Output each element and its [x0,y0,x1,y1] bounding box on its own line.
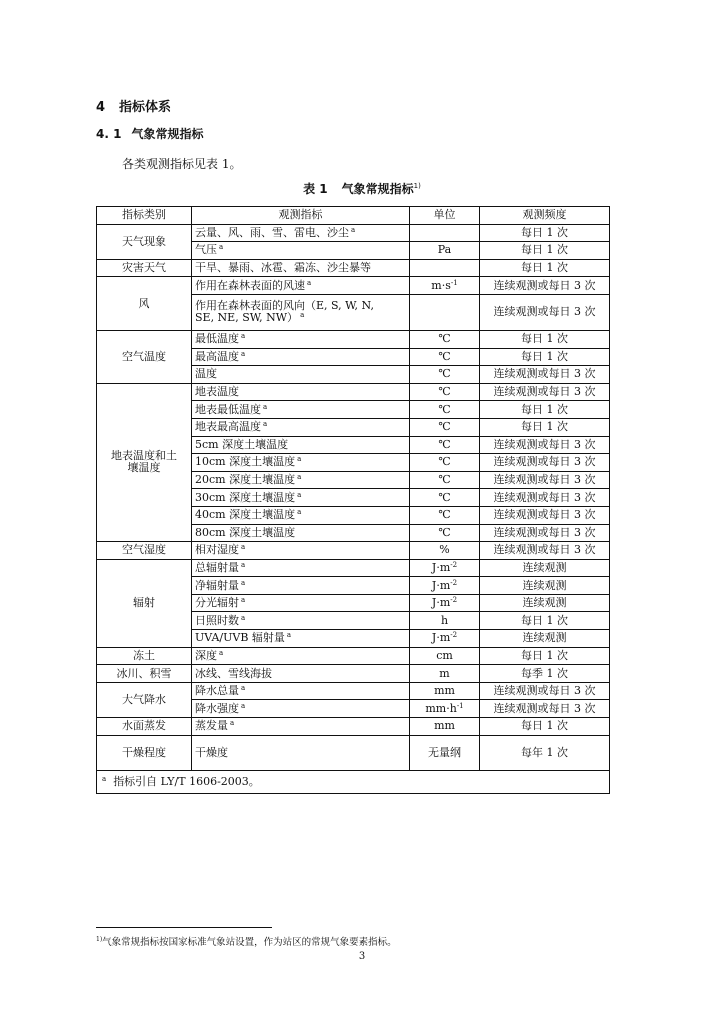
unit-cell: 无量纲 [410,735,480,770]
table-note-row [97,770,610,793]
category-cell: 风 [97,277,192,331]
frequency-cell: 连续观测或每日 3 次 [480,454,610,472]
indicator-cell: 干旱、暴雨、冰雹、霜冻、沙尘暴等 [192,259,410,277]
frequency-cell: 每日 1 次 [480,418,610,436]
frequency-cell: 每日 1 次 [480,348,610,366]
frequency-cell: 连续观测或每日 3 次 [480,700,610,718]
frequency-cell: 连续观测或每日 3 次 [480,524,610,542]
table-caption-title: 气象常规指标 [341,182,414,196]
frequency-cell: 每日 1 次 [480,647,610,665]
category-cell: 天气现象 [97,224,192,259]
unit-cell: $m\cdot s^{-1}$ [410,277,480,295]
category-cell: 干燥程度 [97,735,192,770]
table-row [97,542,610,560]
intro-paragraph: 各类观测指标见表 1。 [122,157,242,171]
footnote-text: 气象常规指标按国家标准气象站设置，作为站区的常规气象要素指标。 [102,937,397,948]
unit-cell: ℃ [410,330,480,348]
indicator-cell: 地表温度 [192,383,410,401]
page-number: 3 [358,951,366,962]
subsection-title: 气象常规指标 [131,127,204,141]
frequency-cell: 连续观测或每日 3 次 [480,383,610,401]
unit-cell: ℃ [410,436,480,454]
unit-cell: ℃ [410,418,480,436]
indicator-cell: 5cm 深度土壤温度 [192,436,410,454]
table-row [97,383,610,401]
indicator-cell: 降水总量 $^a$ [192,682,410,700]
table-caption-label: 表 1 [303,182,328,196]
table-row [97,647,610,665]
unit-cell: $mm\cdot h^{-1}$ [410,700,480,718]
unit-cell: ℃ [410,524,480,542]
category-cell: 辐射 [97,559,192,647]
unit-cell: mm [410,682,480,700]
unit-cell: $J\cdot m^{-2}$ [410,559,480,577]
section-title: 指标体系 [119,100,172,115]
header-frequency: 观测频度 [480,207,610,225]
unit-cell: mm [410,718,480,736]
indicator-cell: 80cm 深度土壤温度 [192,524,410,542]
category-cell: 灾害天气 [97,259,192,277]
footnote [96,934,397,948]
section-number: 4 [96,100,106,115]
indicator-cell: 40cm 深度土壤温度 $^a$ [192,506,410,524]
unit-cell: $J\cdot m^{-2}$ [410,594,480,612]
unit-cell: Pa [410,242,480,260]
indicator-cell: 气压 $^a$ [192,242,410,260]
indicator-table [96,206,610,794]
unit-cell: ℃ [410,454,480,472]
subsection-heading [96,125,203,142]
frequency-cell: 连续观测 [480,559,610,577]
header-unit: 单位 [410,207,480,225]
frequency-cell: 连续观测或每日 3 次 [480,294,610,330]
table-row [97,277,610,295]
footnote-separator [96,927,272,928]
frequency-cell: 连续观测或每日 3 次 [480,489,610,507]
unit-cell: ℃ [410,383,480,401]
unit-cell: ℃ [410,489,480,507]
unit-cell: m [410,665,480,683]
table-row [97,224,610,242]
frequency-cell: 每日 1 次 [480,259,610,277]
category-cell: 冰川、积雪 [97,665,192,683]
frequency-cell: 每日 1 次 [480,401,610,419]
unit-cell [410,259,480,277]
table-row [97,718,610,736]
unit-cell: h [410,612,480,630]
table-note: $^a$ 指标引自 LY/T 1606-2003。 [97,770,610,793]
category-cell: 地表温度和土 壤温度 [97,383,192,541]
indicator-cell: 地表最高温度 $^a$ [192,418,410,436]
unit-cell: ℃ [410,348,480,366]
frequency-cell: 连续观测或每日 3 次 [480,436,610,454]
category-cell: 水面蒸发 [97,718,192,736]
indicator-cell: 温度 [192,366,410,384]
frequency-cell: 连续观测或每日 3 次 [480,277,610,295]
frequency-cell: 每日 1 次 [480,612,610,630]
footnote-ref: 1) [96,935,103,943]
indicator-cell: 深度 $^a$ [192,647,410,665]
unit-cell [410,224,480,242]
indicator-cell: 最低温度 $^a$ [192,330,410,348]
unit-cell [410,294,480,330]
indicator-cell: 干燥度 [192,735,410,770]
section-heading [96,96,171,115]
category-cell: 空气温度 [97,330,192,383]
frequency-cell: 每年 1 次 [480,735,610,770]
indicator-cell: 云量、风、雨、雪、雷电、沙尘 $^a$ [192,224,410,242]
frequency-cell: 连续观测或每日 3 次 [480,366,610,384]
unit-cell: cm [410,647,480,665]
frequency-cell: 连续观测或每日 3 次 [480,682,610,700]
table-header-row [97,207,610,225]
header-category: 指标类别 [97,207,192,225]
indicator-cell: 降水强度 $^a$ [192,700,410,718]
indicator-cell: UVA/UVB 辐射量 $^a$ [192,630,410,648]
indicator-cell: 作用在森林表面的风速 $^a$ [192,277,410,295]
indicator-cell: 30cm 深度土壤温度 $^a$ [192,489,410,507]
frequency-cell: 连续观测 [480,577,610,595]
category-cell: 冻土 [97,647,192,665]
frequency-cell: 每日 1 次 [480,330,610,348]
frequency-cell: 连续观测 [480,594,610,612]
indicator-cell: 相对湿度 $^a$ [192,542,410,560]
table-row [97,682,610,700]
frequency-cell: 每日 1 次 [480,718,610,736]
frequency-cell: 每日 1 次 [480,242,610,260]
indicator-cell: 分光辐射 $^a$ [192,594,410,612]
table-row [97,330,610,348]
unit-cell: ℃ [410,401,480,419]
frequency-cell: 连续观测或每日 3 次 [480,471,610,489]
indicator-cell: 20cm 深度土壤温度 $^a$ [192,471,410,489]
frequency-cell: 每季 1 次 [480,665,610,683]
unit-cell: % [410,542,480,560]
frequency-cell: 连续观测或每日 3 次 [480,506,610,524]
indicator-cell: 10cm 深度土壤温度 $^a$ [192,454,410,472]
category-cell: 空气湿度 [97,542,192,560]
unit-cell: $J\cdot m^{-2}$ [410,577,480,595]
table-row [97,259,610,277]
header-indicator: 观测指标 [192,207,410,225]
indicator-cell: 蒸发量 $^a$ [192,718,410,736]
indicator-cell: 总辐射量 $^a$ [192,559,410,577]
indicator-cell: 日照时数 $^a$ [192,612,410,630]
frequency-cell: 每日 1 次 [480,224,610,242]
table-row [97,665,610,683]
table-row [97,735,610,770]
indicator-cell: 最高温度 $^a$ [192,348,410,366]
unit-cell: ℃ [410,366,480,384]
unit-cell: ℃ [410,471,480,489]
table-row [97,559,610,577]
table-caption [0,180,724,197]
table-caption-footnote-ref: 1) [413,182,421,190]
indicator-cell: 作用在森林表面的风向（E, S, W, N, SE, NE, SW, NW） $^a$ [192,294,410,330]
unit-cell: ℃ [410,506,480,524]
indicator-cell: 净辐射量 $^a$ [192,577,410,595]
subsection-number: 4. 1 [96,127,122,141]
unit-cell: $J\cdot m^{-2}$ [410,630,480,648]
category-cell: 大气降水 [97,682,192,717]
frequency-cell: 连续观测 [480,630,610,648]
frequency-cell: 连续观测或每日 3 次 [480,542,610,560]
indicator-cell: 冰线、雪线海拔 [192,665,410,683]
indicator-cell: 地表最低温度 $^a$ [192,401,410,419]
